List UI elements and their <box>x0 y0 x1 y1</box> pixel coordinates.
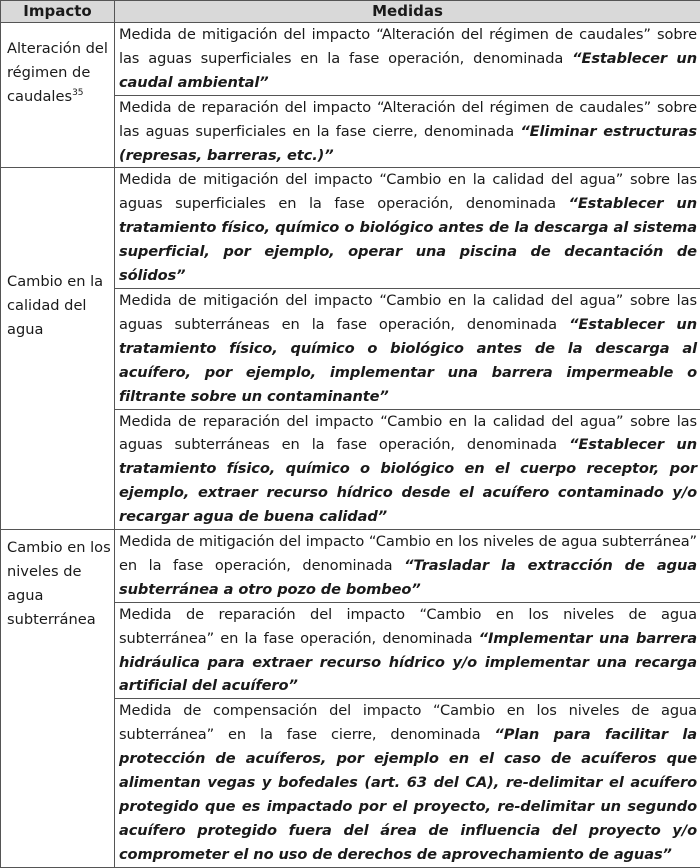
measure-cell <box>115 602 700 699</box>
impact-label: Cambio en la calidad del agua <box>7 273 103 338</box>
table-row <box>1 23 700 96</box>
measure-text: Medida de reparación del impacto “Alteración del régimen de caudales” sobre las aguas superficiales en la fase cierre, denominada <box>119 99 697 140</box>
impact-label: Alteración del régimen de caudales <box>7 40 108 105</box>
measure-text: Medida de mitigación del impacto “Cambio en la calidad del agua” sobre las aguas superficiales en la fase operación, denominada <box>119 171 697 212</box>
table-row <box>1 530 700 603</box>
impact-cell-niveles <box>1 530 115 868</box>
measure-name: “Establecer un tratamiento físico, químico o biológico en el cuerpo receptor, por ejemplo, extraer recurso hídrico desde el acuífero contaminado y/o recargar agua de buena calidad” <box>119 436 697 525</box>
impact-cell-calidad <box>1 168 115 530</box>
measure-cell <box>115 699 700 867</box>
measure-name: “Eliminar estructuras (represas, barreras, etc.)” <box>119 123 697 164</box>
header-impacto: Impacto <box>1 1 115 23</box>
measure-name: “Plan para facilitar la protección de acuíferos, por ejemplo en el caso de acuíferos que alimentan vegas y bofedales (art. 63 del CA), re-delimitar el acuífero protegido que es impactado por el proyecto, re-delimitar un segundo acuífero protegido fuera del área de influencia del proyecto y/o comprometer el no uso de derechos de aprovechamiento de aguas” <box>119 726 697 863</box>
footnote-ref: 35 <box>72 88 83 98</box>
measure-name: “Implementar una barrera hidráulica para extraer recurso hídrico y/o implementar una recarga artificial del acuífero” <box>119 630 697 695</box>
measure-cell <box>115 288 700 409</box>
measure-text: Medida de reparación del impacto “Cambio en los niveles de agua subterránea” en la fase operación, denominada <box>119 606 697 647</box>
measure-cell <box>115 409 700 530</box>
measure-text: Medida de compensación del impacto “Cambio en los niveles de agua subterránea” en la fase cierre, denominada <box>119 702 697 743</box>
measure-text: Medida de reparación del impacto “Cambio en la calidad del agua” sobre las aguas subterráneas en la fase operación, denominada <box>119 413 697 454</box>
measure-cell <box>115 168 700 289</box>
measure-cell <box>115 95 700 168</box>
measure-name: “Establecer un tratamiento físico, químico o biológico antes de la descarga al sistema superficial, por ejemplo, operar una piscina de decantación de sólidos” <box>119 195 697 284</box>
table-row <box>1 168 700 289</box>
measure-name: “Establecer un tratamiento físico, químico o biológico antes de la descarga al acuífero, por ejemplo, implementar una barrera impermeable o filtrante sobre un contaminante” <box>119 316 697 405</box>
measure-cell <box>115 530 700 603</box>
header-medidas: Medidas <box>115 1 700 23</box>
measure-name: “Trasladar la extracción de agua subterránea a otro pozo de bombeo” <box>119 557 697 598</box>
header-row <box>1 1 700 23</box>
measure-text: Medida de mitigación del impacto “Cambio en los niveles de agua subterránea” en la fase operación, denominada <box>119 533 697 574</box>
measure-cell <box>115 23 700 96</box>
measure-text: Medida de mitigación del impacto “Alteración del régimen de caudales” sobre las aguas superficiales en la fase operación, denominada <box>119 26 697 67</box>
impact-cell-caudales <box>1 23 115 168</box>
impact-label: Cambio en los niveles de agua subterránea <box>7 539 111 628</box>
measure-text: Medida de mitigación del impacto “Cambio en la calidad del agua” sobre las aguas subterráneas en la fase operación, denominada <box>119 292 697 333</box>
measure-name: “Establecer un caudal ambiental” <box>119 50 697 91</box>
